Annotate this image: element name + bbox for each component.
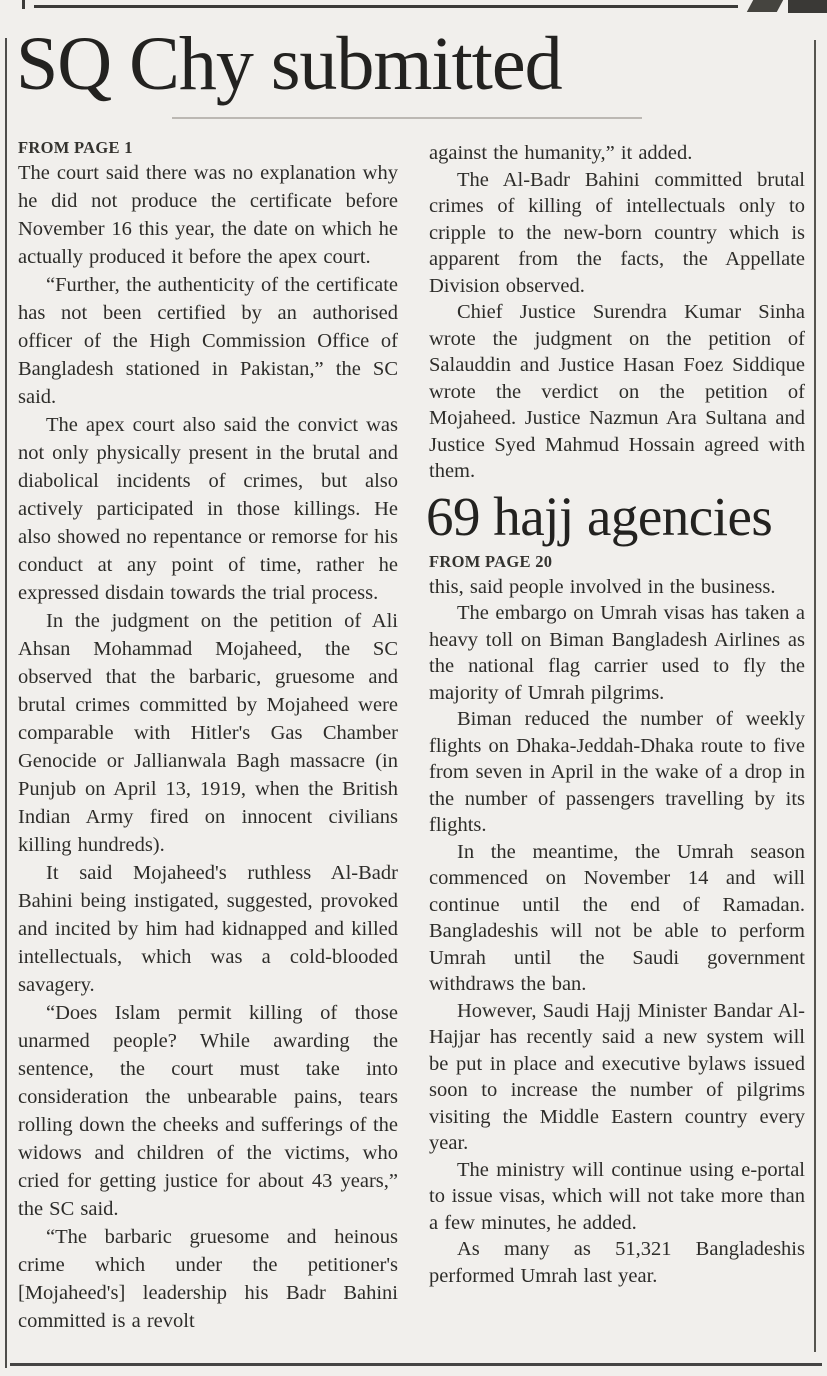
body-paragraph: The Al-Badr Bahini committed brutal crimes of killing of intellectuals only to cripple to the new-born country which is apparent from the facts, the Appellate Division observed. [429,168,805,297]
masthead-letter-fragment-icon [747,0,783,12]
article-headline-hajj-agencies: 69 hajj agencies [426,485,773,547]
left-column-rule [5,38,7,1368]
article-headline-sq-chy: SQ Chy submitted [16,22,562,106]
bottom-rule [10,1363,822,1366]
body-paragraph: As many as 51,321 Bangladeshis performed Umrah last year. [429,1238,805,1287]
body-paragraph: In the meantime, the Umrah season commenced on November 14 and will continue until the end of Ramadan. Bangladeshis will not be able to perform Umrah until the Saudi government withdraws the ban. [429,840,805,995]
top-rule [34,5,738,8]
body-paragraph: against the humanity,” it added. [429,142,693,164]
body-paragraph: The embargo on Umrah visas has taken a heavy toll on Biman Bangladesh Airlines as the national flag carrier used to fly the majority of Umrah pilgrims. [429,602,805,704]
body-paragraph: “Does Islam permit killing of those unarmed people? While awarding the sentence, the court must take into consideration the unbearable pains, tears rolling down the cheeks and sufferings of the widows and children of the victims, who cried for getting justice for about 43 years,” the SC said. [18,1002,398,1220]
masthead-letter-fragment-icon [788,0,827,13]
body-paragraph: The court said there was no explanation why he did not produce the certificate before November 16 this year, the date on which he actually produced it before the apex court. [18,162,398,268]
masthead-logo-fragment [748,0,827,14]
body-paragraph: “The barbaric gruesome and heinous crime which under the petitioner's [Mojaheed's] leadership his Badr Bahini committed is a revolt [18,1226,398,1332]
headline-underline [172,117,642,119]
from-page-20-kicker: FROM PAGE 20 [429,551,553,571]
body-paragraph: The ministry will continue using e-portal to issue visas, which will not take more than a few minutes, he added. [429,1158,805,1234]
right-column-rule [814,40,816,1352]
body-paragraph: Chief Justice Surendra Kumar Sinha wrote the judgment on the petition of Salauddin and Justice Hasan Foez Siddique wrote the verdict on the petition of Mojaheed. Justice Nazmun Ara Sultana and Justice Syed Mahmud Hossain agreed with them. [429,301,805,482]
column-right [426,140,805,1366]
top-edge-tick [22,0,25,9]
body-paragraph: Biman reduced the number of weekly flights on Dhaka-Jeddah-Dhaka route to five from seven in April in the wake of a drop in the number of passengers travelling by its flights. [429,708,805,836]
body-paragraph: It said Mojaheed's ruthless Al-Badr Bahini being instigated, suggested, provoked and incited by him had kidnapped and killed intellectuals, which was a cold-blooded savagery. [18,862,398,996]
body-paragraph: this, said people involved in the business. [429,575,776,598]
body-paragraph: In the judgment on the petition of Ali Ahsan Mohammad Mojaheed, the SC observed that the barbaric, gruesome and brutal crimes committed by Mojaheed were comparable with Hitler's Gas Chamber Genocide or Jallianwala Bagh massacre (in Punjub on April 13, 1919, when the British Indian Army fired on innocent civilians killing hundreds). [18,610,398,856]
body-paragraph: However, Saudi Hajj Minister Bandar Al-Hajjar has recently said a new system will be put in place and executive bylaws issued soon to increase the number of pilgrims visiting the Middle Eastern country every year. [429,999,805,1154]
body-paragraph: The apex court also said the convict was not only physically present in the brutal and diabolical incidents of crimes, but also actively participated in those killings. He also showed no repentance or remorse for his conduct at any point of time, rather he expressed disdain towards the trial process. [18,414,398,604]
body-paragraph: “Further, the authenticity of the certificate has not been certified by an authorised officer of the High Commission Office of Bangladesh stationed in Pakistan,” the SC said. [18,274,398,408]
column-left [18,137,398,1363]
from-page-1-kicker: FROM PAGE 1 [18,138,133,157]
